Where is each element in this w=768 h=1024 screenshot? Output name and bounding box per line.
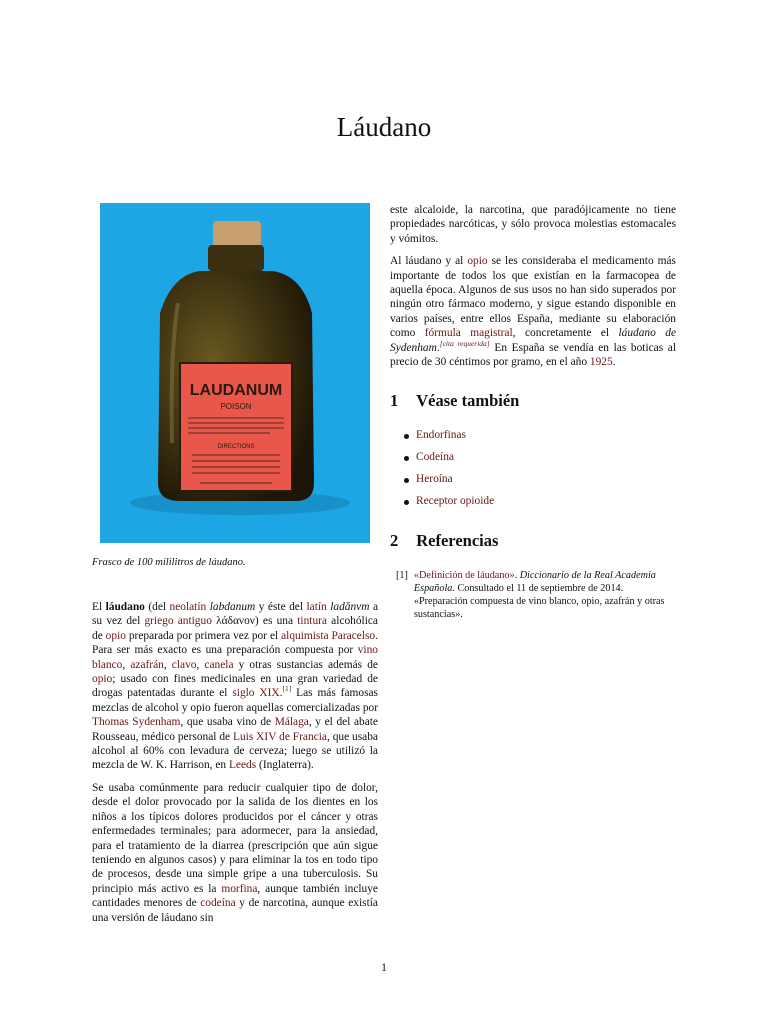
- link-luis-xiv[interactable]: Luis XIV de Francia: [233, 730, 327, 743]
- see-also-list: [404, 429, 676, 507]
- link-clavo[interactable]: clavo: [171, 658, 197, 671]
- link-thomas-sydenham[interactable]: Thomas Sydenham: [92, 716, 181, 729]
- section-number: 2: [390, 531, 399, 551]
- bottle-label-directions: DIRECTIONS: [217, 444, 255, 450]
- link-latin[interactable]: latín: [306, 601, 327, 613]
- history-paragraph: Al láudano y al opio se les consideraba el medicamento más importante de todos los que existían en la farmacopea de aquella época. Algunos de sus usos no han sido superados por ningún otro fármaco moderno, y sigue estando disponible en varios países, entre ellos España, mediante su elaboración como fórmula magistral, concretamente el láudano de Sydenham.[cita requerida] En España se vendía en las boticas al precio de 30 céntimos por gramo, en el año 1925.: [390, 255, 677, 369]
- section-references-heading: [390, 531, 676, 551]
- reference-item: [396, 569, 676, 621]
- left-column: [92, 203, 378, 933]
- bottle-label-brand: LAUDANUM: [189, 382, 283, 399]
- reference-text: «Definición de láudano». Diccionario de la Real Academia Española. Consultado el 11 de septiembre de 2014. «Preparación compuesta de vino blanco, opio, azafrán y otras sustancias».: [413, 570, 665, 621]
- link-morfina[interactable]: morfina: [221, 882, 258, 895]
- section-title: Referencias: [416, 531, 499, 551]
- link-opio-2[interactable]: opio: [92, 673, 113, 686]
- section-title: Véase también: [416, 391, 520, 411]
- reference-number: [1]: [396, 570, 408, 582]
- laudanum-bottle-photo: [100, 203, 370, 543]
- link-formula-magistral[interactable]: fórmula magistral: [424, 327, 513, 340]
- page-number: 1: [381, 960, 387, 974]
- link-neolatin[interactable]: neolatín: [169, 601, 207, 613]
- link-opio[interactable]: opio: [105, 629, 126, 642]
- link-receptor-opioide[interactable]: Receptor opioide: [416, 495, 495, 508]
- uses-paragraph: Se usaba comúnmente para reducir cualquier tipo de dolor, desde el dolor provocado por la salida de los dientes en los niños a los típicos dolores producidos por el cáncer y otras enfermedades terminales; para adormecer, para la ansiedad, para el tratamiento de la diarrea (prescripción que aún sigue teniendo en algunos casos) y para eliminar la tos en todo tipo de procesos, desde una simple gripe a una tuberculosis. Su principio más activo es la morfina, aunque también incluye cantidades menores de codeína y de narcotina, aunque existía una versión de láudano sin: [92, 781, 378, 924]
- link-endorfinas[interactable]: Endorfinas: [416, 429, 466, 442]
- figure-caption: Frasco de 100 mililitros de láudano.: [92, 557, 246, 568]
- link-tintura[interactable]: tintura: [297, 615, 327, 628]
- list-item: [404, 451, 676, 463]
- citation-needed[interactable]: [cita requerida]: [439, 338, 490, 348]
- continuation-paragraph: este alcaloide, la narcotina, que paradójicamente no tiene propiedades narcóticas, y sólo provoca molestias estomacales y vómitos.: [390, 204, 676, 245]
- link-codeina-see-also[interactable]: Codeína: [416, 451, 454, 464]
- link-azafran[interactable]: azafrán: [130, 658, 164, 671]
- link-griego-antiguo[interactable]: griego antiguo: [144, 615, 212, 628]
- link-1925[interactable]: 1925: [589, 356, 613, 369]
- link-codeina[interactable]: codeína: [200, 897, 236, 910]
- link-heroina[interactable]: Heroína: [416, 473, 453, 486]
- link-paracelso[interactable]: alquimista Paracelso: [281, 629, 376, 642]
- list-item: [404, 495, 676, 507]
- link-definicion-laudano[interactable]: «Definición de láudano»: [413, 570, 515, 582]
- link-malaga[interactable]: Málaga: [274, 716, 309, 729]
- page-title: Láudano: [336, 112, 432, 142]
- list-item: [404, 429, 676, 441]
- link-canela[interactable]: canela: [204, 658, 234, 671]
- citation-1[interactable]: [1]: [282, 684, 292, 694]
- link-opio-3[interactable]: opio: [467, 255, 488, 268]
- section-number: 1: [390, 391, 399, 411]
- intro-paragraph: El láudano (del neolatín labdanum y éste del latín ladănvm a su vez del griego antiguo λάδανον) es una tintura alcohólica de opio preparada por primera vez por el alquimista Paracelso. Para ser más exacto es una preparación compuesta por vino blanco, azafrán, clavo, canela y otras sustancias además de opio; usado con fines medicinales en una gran variedad de drogas patentadas durante el siglo XIX.[1] Las más famosas mezclas de alcohol y opio fueron aquellas comercializadas por Thomas Sydenham, que usaba vino de Málaga, y el del abate Rousseau, médico personal de Luis XIV de Francia, que usaba alcohol al 60% con levadura de cerveza; luego se utilizó la mezcla de W. K. Harrison, en Leeds (Inglaterra).: [92, 601, 378, 772]
- right-column: [390, 203, 676, 621]
- bottle-label-sub: POISON: [220, 402, 252, 411]
- link-leeds[interactable]: Leeds: [228, 759, 257, 772]
- link-siglo-xix[interactable]: siglo XIX: [232, 687, 280, 700]
- link-vino-blanco[interactable]: vino blanco: [92, 644, 378, 671]
- list-item: [404, 473, 676, 485]
- section-see-also-heading: [390, 391, 676, 411]
